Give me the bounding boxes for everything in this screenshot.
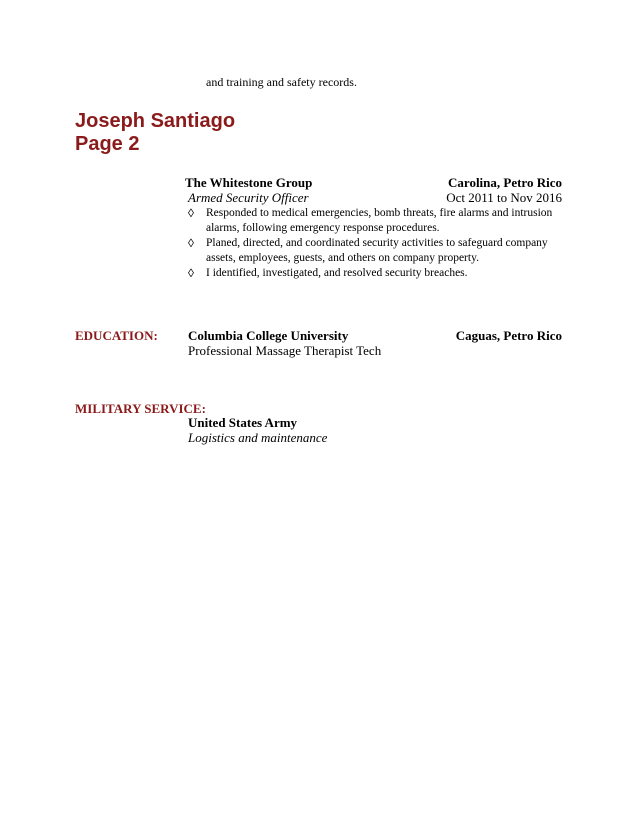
responsibility-text: Responded to medical emergencies, bomb threats, fire alarms and intrusion alarms, following emergency response procedures.	[206, 207, 553, 234]
job-title: Armed Security Officer	[188, 190, 309, 205]
diamond-bullet-icon: ◊	[188, 236, 194, 250]
employer-name: The Whitestone Group	[185, 175, 313, 190]
list-item	[188, 206, 568, 236]
responsibility-list	[188, 206, 568, 281]
education-heading: EDUCATION:	[75, 328, 158, 343]
employer-location: Carolina, Petro Rico	[448, 175, 562, 190]
list-item	[188, 236, 568, 266]
page-number-label: Page 2	[75, 133, 140, 155]
employment-dates: Oct 2011 to Nov 2016	[446, 190, 562, 205]
military-branch: United States Army	[188, 415, 298, 430]
responsibility-text: Planed, directed, and coordinated security activities to safeguard company assets, employees, guests, and others on company property.	[206, 237, 548, 264]
list-item	[188, 266, 568, 281]
diamond-bullet-icon: ◊	[188, 266, 194, 280]
continued-text: and training and safety records.	[206, 75, 357, 89]
military-duty: Logistics and maintenance	[188, 430, 328, 445]
school-location: Caguas, Petro Rico	[455, 328, 562, 343]
school-name: Columbia College University	[188, 328, 349, 343]
diamond-bullet-icon: ◊	[188, 206, 194, 220]
candidate-name: Joseph Santiago	[75, 110, 236, 132]
military-heading: MILITARY SERVICE:	[75, 401, 206, 416]
responsibility-text: I identified, investigated, and resolved security breaches.	[206, 267, 468, 279]
program-name: Professional Massage Therapist Tech	[188, 343, 382, 358]
